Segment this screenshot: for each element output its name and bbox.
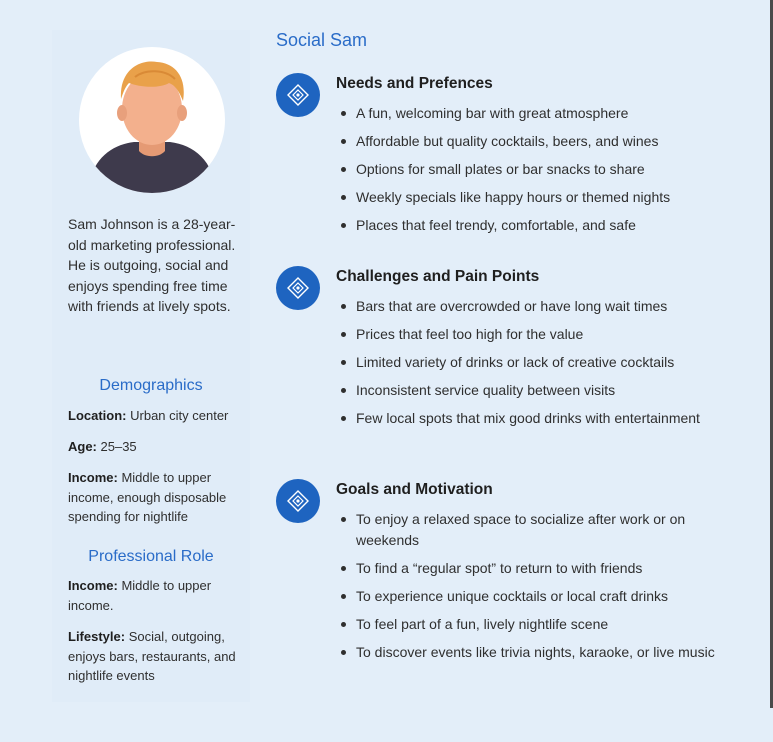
income-label: Income: — [68, 470, 118, 485]
list-item: Bars that are overcrowded or have long wait times — [336, 296, 716, 317]
age-field — [68, 437, 244, 457]
list-item: To enjoy a relaxed space to socialize after work or on weekends — [336, 509, 716, 550]
list-item: Affordable but quality cocktails, beers, and wines — [336, 131, 716, 152]
needs-list — [336, 103, 716, 243]
needs-section-icon — [276, 73, 320, 117]
list-item: Limited variety of drinks or lack of creative cocktails — [336, 352, 716, 373]
list-item: Weekly specials like happy hours or themed nights — [336, 187, 716, 208]
location-label: Location: — [68, 408, 127, 423]
demographics-income-field — [68, 468, 244, 527]
professional-role-heading: Professional Role — [88, 548, 214, 565]
persona-name-title: Social Sam — [276, 30, 368, 50]
goals-section-icon — [276, 479, 320, 523]
age-value: 25–35 — [100, 439, 137, 454]
location-field — [68, 406, 244, 426]
age-label: Age: — [68, 439, 97, 454]
goals-list — [336, 509, 716, 670]
challenges-section-icon — [276, 266, 320, 310]
diamond-sparkle-icon — [286, 489, 310, 513]
list-item: Places that feel trendy, comfortable, and safe — [336, 215, 716, 236]
list-item: Inconsistent service quality between visits — [336, 380, 716, 401]
income-label: Income: — [68, 578, 118, 593]
diamond-sparkle-icon — [286, 276, 310, 300]
demographics-heading: Demographics — [99, 377, 203, 394]
diamond-sparkle-icon — [286, 83, 310, 107]
list-item: Prices that feel too high for the value — [336, 324, 716, 345]
persona-sidebar — [52, 30, 250, 702]
persona-bio: Sam Johnson is a 28-year-old marketing professional. He is outgoing, social and enjoys spending free time with friends at lively spots. — [68, 216, 236, 314]
challenges-list — [336, 296, 716, 436]
person-avatar-icon — [79, 47, 225, 193]
lifestyle-label: Lifestyle: — [68, 629, 126, 644]
location-value: Urban city center — [130, 408, 229, 423]
goals-heading: Goals and Motivation — [336, 481, 493, 498]
list-item: Options for small plates or bar snacks to share — [336, 159, 716, 180]
lifestyle-field — [68, 627, 244, 686]
income-value: Middle to upper income. — [68, 578, 212, 613]
income-value: Middle to upper income, enough disposable spending for nightlife — [68, 470, 227, 524]
list-item: To find a “regular spot” to return to with friends — [336, 558, 716, 579]
challenges-heading: Challenges and Pain Points — [336, 268, 540, 285]
list-item: To experience unique cocktails or local craft drinks — [336, 586, 716, 607]
list-item: A fun, welcoming bar with great atmosphere — [336, 103, 716, 124]
avatar — [79, 47, 225, 193]
list-item: To discover events like trivia nights, karaoke, or live music — [336, 642, 716, 663]
professional-income-field — [68, 576, 244, 615]
list-item: Few local spots that mix good drinks with entertainment — [336, 408, 716, 429]
needs-heading: Needs and Prefences — [336, 75, 493, 92]
lifestyle-value: Social, outgoing, enjoys bars, restaurants, and nightlife events — [68, 629, 236, 683]
list-item: To feel part of a fun, lively nightlife scene — [336, 614, 716, 635]
